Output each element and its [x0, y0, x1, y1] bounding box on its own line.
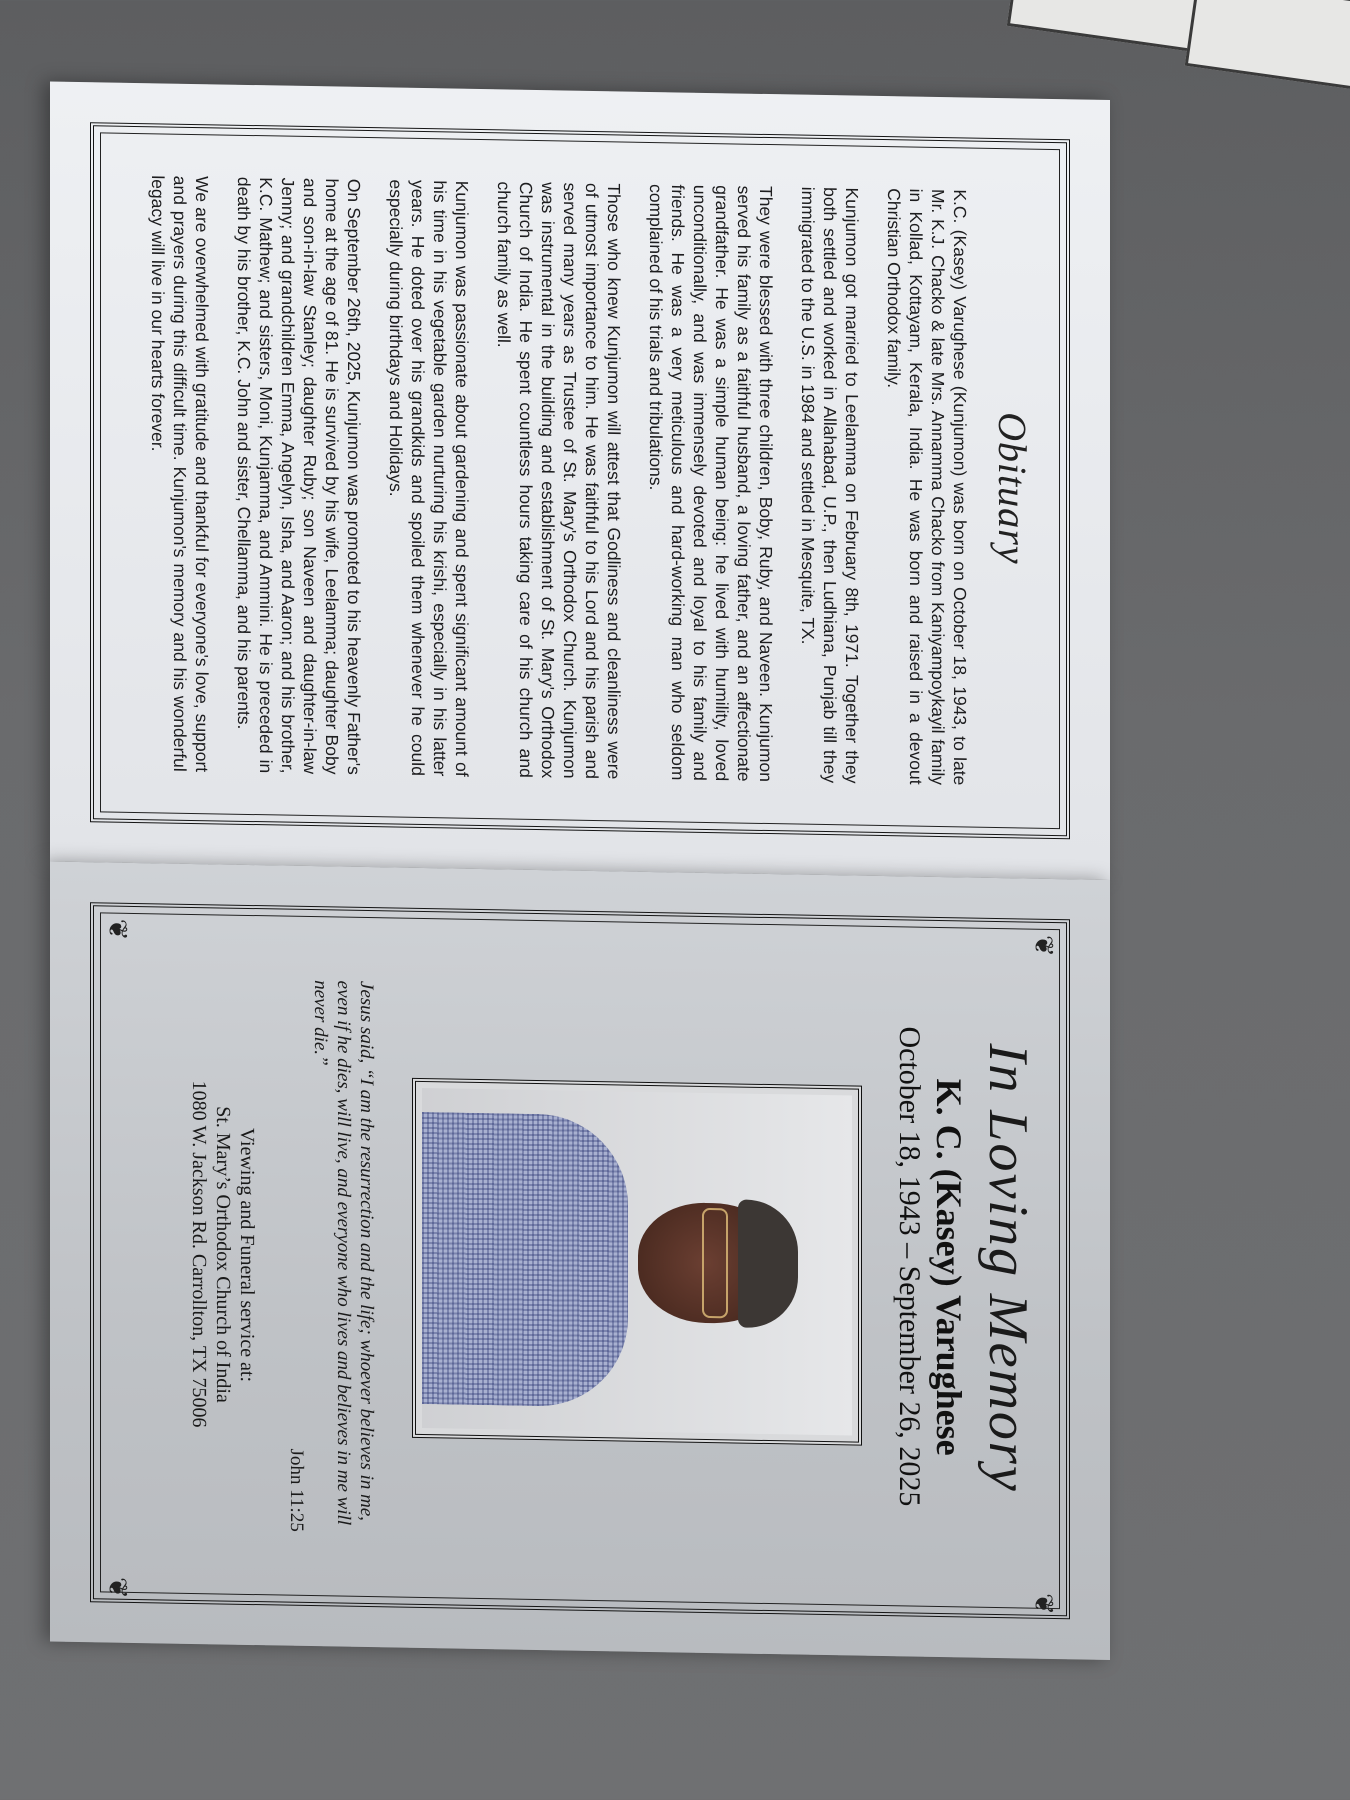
photo-shirt [422, 1112, 628, 1408]
deceased-name: K. C. (Kasey) Varughese [929, 1078, 969, 1457]
funeral-program [50, 81, 1110, 1660]
obituary-paragraph: Kunjumon was passionate about gardening and spent significant amount of his time in his vegetable garden nurturing his krishi, especially in his latter years. He doted over his grandkids and spoiled them whenever he could especially during birthdays and Holidays. [386, 179, 472, 777]
corner-ornament-icon: ❦ [102, 918, 132, 941]
obituary-paragraph: On September 26th, 2025, Kunjumon was promoted to his heavenly Father's home at the age of 81. He is survived by his wife, Leelamma; daughter Boby and son-in-law Stanley; daughter Ruby; son Naveen and daughter-in-law Jenny; and grandchildren Emma, Angelyn, Isha, and Aaron; and his brother, K.C. Mathew; and sisters, Moni, Kunjamma, and Ammini. He is preceded in death by his brother, K.C. John and sister, Chellamma, and his parents. [234, 176, 364, 775]
bible-verse: Jesus said, “I am the resurrection and the life; whoever believes in me, even if he dies, will live, and everyone who lives and believes in me will never die.” [310, 980, 377, 1526]
cover-panel [50, 861, 1110, 1660]
corner-ornament-icon: ❦ [1028, 1592, 1058, 1616]
cover-title: In Loving Memory [977, 1043, 1039, 1494]
portrait-photo [412, 1078, 862, 1446]
service-heading: Viewing and Funeral service at: [236, 1127, 258, 1383]
obituary-paragraph: Kunjumon got married to Leelamma on February 8th, 1971. Together they both settled and worked in Allahabad, U.P., then Ludhiana, Punjab till they immigrated to the U.S. in 1984 and settled in Mesquite, TX. [798, 186, 862, 784]
obituary-paragraph: They were blessed with three children, Boby, Ruby, and Naveen. Kunjumon served his family as a faithful husband, a loving father, and an affectionate grandfather. He was a simple human being: he lived with humility, loved unconditionally, and was immensely devoted and loyal to his family and friends. He was a very meticulous and hard-working man who seldom complained of his trials and tribulations. [646, 183, 776, 783]
photo-glasses [702, 1208, 728, 1318]
obituary-paragraph: We are overwhelmed with gratitude and thankful for everyone's love, support and prayers during this difficult time. Kunjumon's memory and his wonderful legacy will live in our hearts forever. [148, 175, 212, 773]
verse-reference: John 11:25 [286, 1448, 307, 1532]
obituary-paragraph: Those who knew Kunjumon will attest that Godliness and cleanliness were of utmost importance to him. He was faithful to his Lord and his parish and served many years as Trustee of St. Mary's Orthodox Church. Kunjumon was instrumental in the building and establishment of St. Mary's Orthodox Church of India. He spent countless hours taking care of his church and church family as well. [494, 181, 624, 780]
cover-frame [90, 902, 1070, 1619]
obituary-panel [50, 81, 1110, 880]
corner-ornament-icon: ❦ [102, 1576, 132, 1599]
corner-ornament-icon: ❦ [1028, 934, 1058, 957]
frame-inner-line [100, 132, 1060, 829]
obituary-frame [90, 122, 1070, 839]
floor-tile [1007, 0, 1213, 54]
obituary-title: Obituary [990, 411, 1035, 565]
service-address: 1080 W. Jackson Rd. Carrollton, TX 75006 [188, 1080, 210, 1428]
obituary-paragraph: K.C. (Kasey) Varughese (Kunjumon) was born on October 18, 1943, to late Mr. K.J. Chacko & late Mrs. Annamma Chacko from Kaniyampoykayil family in Kollad, Kottayam, Kerala, India. He was born and raised in a devout Christian Orthodox family. [884, 188, 970, 786]
floor-tile [1185, 0, 1350, 93]
service-venue: St. Mary’s Orthodox Church of India [212, 1105, 234, 1404]
life-dates: October 18, 1943 – September 26, 2025 [893, 1026, 926, 1507]
